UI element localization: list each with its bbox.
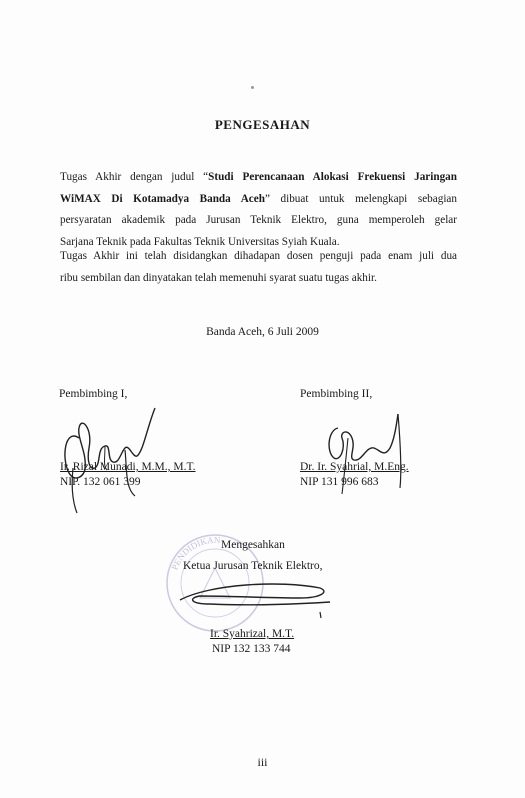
paragraph-line xyxy=(60,167,457,189)
supervisor1-nip: NIP. 132 061 399 xyxy=(60,476,141,488)
thesis-title-part: WiMAX Di Kotamadya Banda Aceh xyxy=(60,192,265,205)
supervisor2-role: Pembimbing II, xyxy=(300,388,373,400)
paragraph-line: Sarjana Teknik pada Fakultas Teknik Universitas Syiah Kuala. xyxy=(60,235,340,248)
text-span: Tugas Akhir dengan judul “ xyxy=(60,171,209,183)
supervisor2-nip: NIP 131 996 683 xyxy=(300,476,379,488)
approval-nip: NIP 132 133 744 xyxy=(212,643,291,655)
speck-mark xyxy=(251,86,254,89)
place-date: Banda Aceh, 6 Juli 2009 xyxy=(206,326,319,338)
approval-name: Ir. Syahrizal, M.T. xyxy=(210,628,295,640)
paragraph-line: ribu sembilan dan dinyatakan telah memenuhi syarat suatu tugas akhir. xyxy=(60,271,377,284)
text-span: ” dibuat untuk melengkapi sebagian xyxy=(264,192,457,205)
approval-position: Ketua Jurusan Teknik Elektro, xyxy=(183,560,323,572)
approval-signature xyxy=(170,574,340,624)
supervisor2-name: Dr. Ir. Syahrial, M.Eng. xyxy=(300,461,409,473)
supervisor1-signature xyxy=(55,398,185,518)
page-title: PENGESAHAN xyxy=(214,117,311,132)
supervisor1-role: Pembimbing I, xyxy=(59,388,128,400)
defense-paragraph xyxy=(60,246,457,289)
thesis-title-part: Studi Perencanaan Alokasi Frekuensi Jaringan xyxy=(208,171,458,183)
approval-paragraph xyxy=(60,167,457,253)
page-number: iii xyxy=(257,755,268,769)
paragraph-line: persyaratan akademik pada Jurusan Teknik Elektro, guna memperoleh gelar xyxy=(60,214,457,226)
stamp-text: PENDIDIKAN xyxy=(169,534,221,572)
paragraph-line xyxy=(60,189,457,211)
paragraph-line: Tugas Akhir ini telah disidangkan dihadapan dosen penguji pada enam juli dua xyxy=(60,250,457,262)
supervisor1-name: Ir. Rizal Munadi, M.M., M.T. xyxy=(60,461,196,473)
approval-label: Mengesahkan xyxy=(221,539,285,551)
